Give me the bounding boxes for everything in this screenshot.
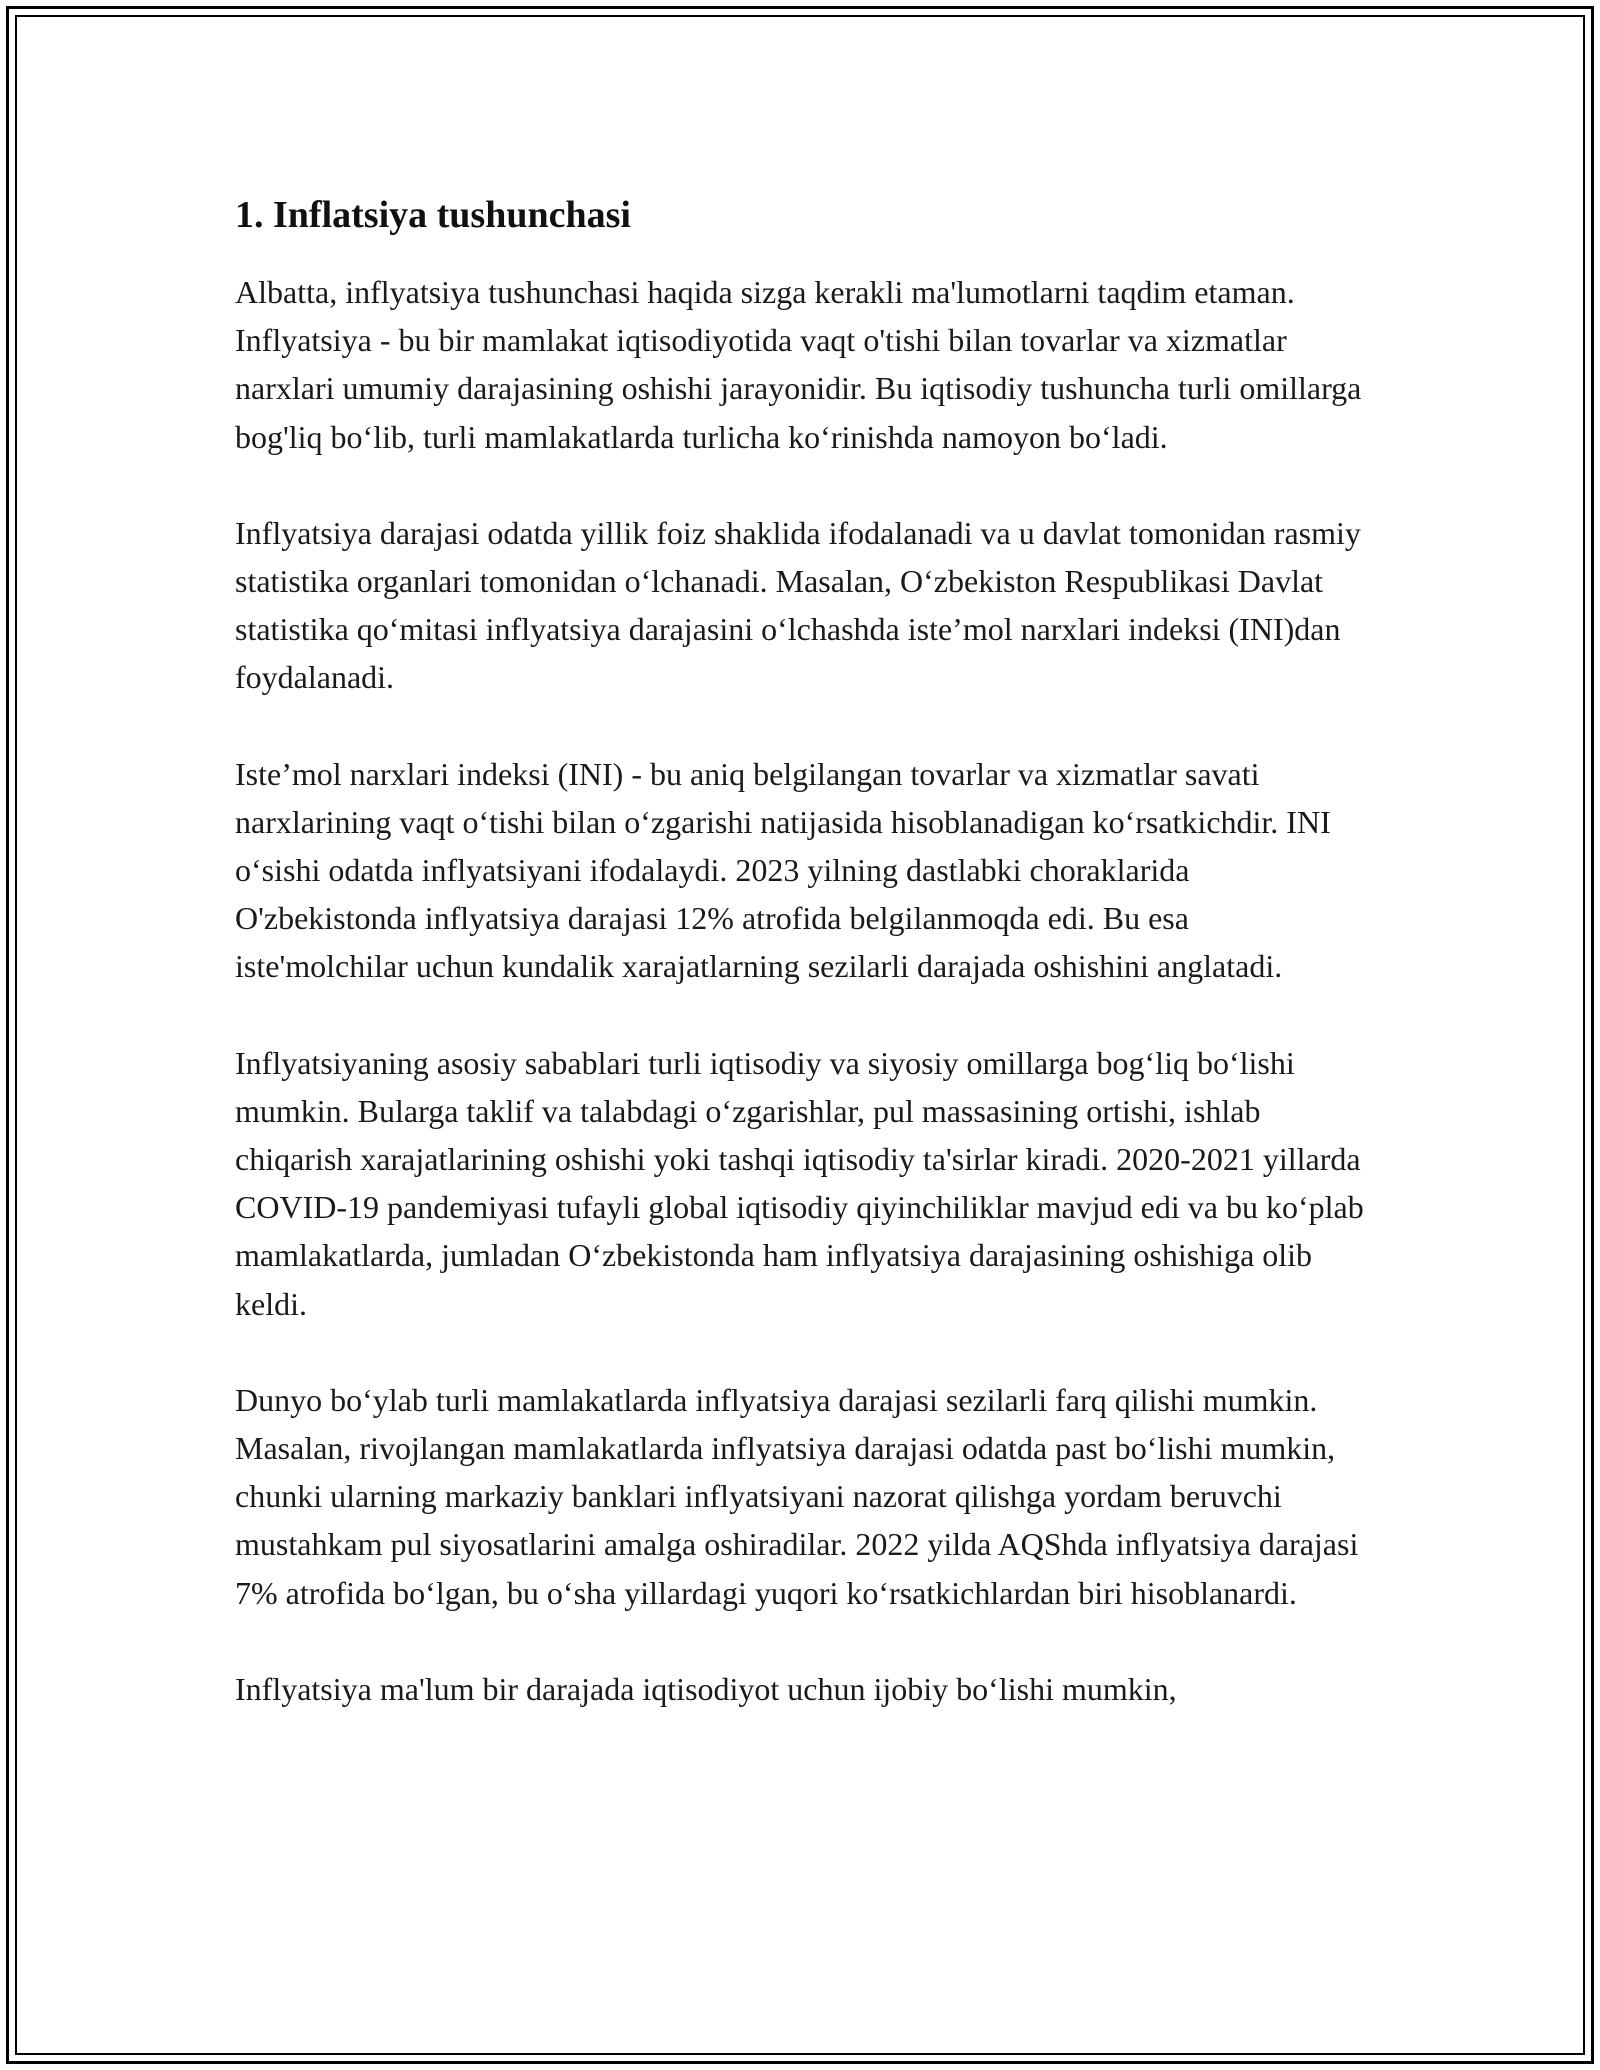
section-heading: 1. Inflatsiya tushunchasi — [235, 194, 631, 236]
paragraph-cpi: Iste’mol narxlari indeksi (INI) - bu aniq belgilangan tovarlar va xizmatlar savati narxlarining vaqt o‘tishi bilan o‘zgarishi natijasida hisoblanadigan ko‘rsatkichdir. INI o‘sishi odatda inflyatsiyani ifodalaydi. 2023 yilning dastlabki choraklarida O'zbekistonda inflyatsiya darajasi 12% atrofida belgilanmoqda edi. Bu esa iste'molchilar uchun kundalik xarajatlarning sezilarli darajada oshishini anglatadi. — [235, 755, 1331, 985]
document-body — [235, 186, 1365, 1761]
paragraph-positive: Inflyatsiya ma'lum bir darajada iqtisodiyot uchun ijobiy bo‘lishi mumkin, — [235, 1670, 1177, 1707]
paragraph-intro: Albatta, inflyatsiya tushunchasi haqida sizga kerakli ma'lumotlarni taqdim etaman. Inflyatsiya - bu bir mamlakat iqtisodiyotida vaqt o'tishi bilan tovarlar va xizmatlar narxlari umumiy darajasining oshishi jarayonidir. Bu iqtisodiy tushuncha turli omillarga bog'liq bo‘lib, turli mamlakatlarda turlicha ko‘rinishda namoyon bo‘ladi. — [235, 274, 1362, 455]
paragraph-world: Dunyo bo‘ylab turli mamlakatlarda inflyatsiya darajasi sezilarli farq qilishi mumkin. Masalan, rivojlangan mamlakatlarda inflyatsiya darajasi odatda past bo‘lishi mumkin, chunki ularning markaziy banklari inflyatsiyani nazorat qilishga yordam beruvchi mustahkam pul siyosatlarini amalga oshiradilar. 2022 yilda AQShda inflyatsiya darajasi 7% atrofida bo‘lgan, bu o‘sha yillardagi yuqori ko‘rsatkichlardan biri hisoblanardi. — [235, 1381, 1359, 1611]
paragraph-causes: Inflyatsiyaning asosiy sabablari turli iqtisodiy va siyosiy omillarga bog‘liq bo‘lishi mumkin. Bularga taklif va talabdagi o‘zgarishlar, pul massasining ortishi, ishlab chiqarish xarajatlarining oshishi yoki tashqi iqtisodiy ta'sirlar kiradi. 2020-2021 yillarda COVID-19 pandemiyasi tufayli global iqtisodiy qiyinchiliklar mavjud edi va bu ko‘plab mamlakatlarda, jumladan O‘zbekistonda ham inflyatsiya darajasining oshishiga olib keldi. — [235, 1044, 1364, 1322]
paragraph-measurement: Inflyatsiya darajasi odatda yillik foiz shaklida ifodalanadi va u davlat tomonidan rasmiy statistika organlari tomonidan o‘lchanadi. Masalan, O‘zbekiston Respublikasi Davlat statistika qo‘mitasi inflyatsiya darajasini o‘lchashda iste’mol narxlari indeksi (INI)dan foydalanadi. — [235, 514, 1361, 696]
